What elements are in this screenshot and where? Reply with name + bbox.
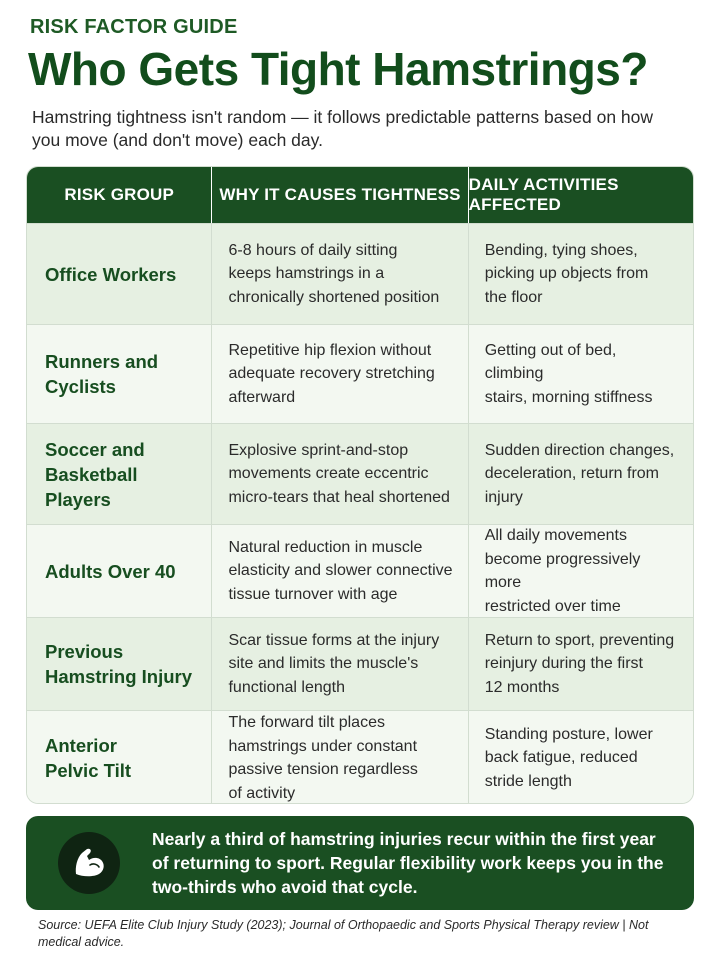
table-row (27, 710, 693, 804)
activities-cell: Bending, tying shoes, picking up objects from the floor (468, 224, 693, 324)
header-risk-group: RISK GROUP (64, 185, 175, 204)
risk-group-cell: Soccer and Basketball Players (45, 438, 145, 510)
flexed-bicep-icon (58, 832, 120, 894)
table-row (27, 617, 693, 710)
why-cell: 6-8 hours of daily sitting keeps hamstrings in a chronically shortened position (211, 224, 467, 324)
risk-factor-table (26, 166, 694, 804)
table-row (27, 423, 693, 524)
callout-banner (26, 816, 694, 910)
activities-cell: Return to sport, preventing reinjury during the first 12 months (468, 618, 693, 710)
table-row (27, 223, 693, 324)
callout-text: Nearly a third of hamstring injuries recur within the first year of returning to sport. Regular flexibility work keeps you in the two-thirds who avoid that cycle. (152, 829, 664, 897)
risk-group-cell: Previous Hamstring Injury (45, 641, 192, 687)
eyebrow-label: RISK FACTOR GUIDE (30, 16, 238, 38)
table-row (27, 324, 693, 423)
activities-cell: All daily movements become progressively more restricted over time (468, 525, 693, 617)
page-title: Who Gets Tight Hamstrings? (28, 43, 648, 95)
header-why: WHY IT CAUSES TIGHTNESS (211, 167, 467, 223)
why-cell: Natural reduction in muscle elasticity and slower connective tissue turnover with age (211, 525, 467, 617)
risk-group-cell: Anterior Pelvic Tilt (45, 735, 132, 781)
why-cell: The forward tilt places hamstrings under constant passive tension regardless of activity (211, 711, 467, 804)
why-cell: Scar tissue forms at the injury site and limits the muscle's functional length (211, 618, 467, 710)
risk-group-cell: Runners and Cyclists (45, 351, 159, 397)
activities-cell: Getting out of bed, climbing stairs, morning stiffness (468, 325, 693, 423)
source-citation: Source: UEFA Elite Club Injury Study (2023); Journal of Orthopaedic and Sports Physical Therapy review | Not medical advice. (38, 918, 649, 949)
risk-group-cell: Office Workers (45, 263, 177, 285)
page-subtitle: Hamstring tightness isn't random — it follows predictable patterns based on how you move (and don't move) each day. (32, 107, 654, 150)
why-cell: Explosive sprint-and-stop movements create eccentric micro-tears that heal shortened (211, 424, 467, 524)
activities-cell: Standing posture, lower back fatigue, reduced stride length (468, 711, 693, 804)
risk-group-cell: Adults Over 40 (45, 560, 176, 582)
table-header (27, 167, 693, 223)
header-activities: DAILY ACTIVITIES AFFECTED (468, 167, 693, 223)
why-cell: Repetitive hip flexion without adequate recovery stretching afterward (211, 325, 467, 423)
activities-cell: Sudden direction changes, deceleration, return from injury (468, 424, 693, 524)
table-row (27, 524, 693, 617)
